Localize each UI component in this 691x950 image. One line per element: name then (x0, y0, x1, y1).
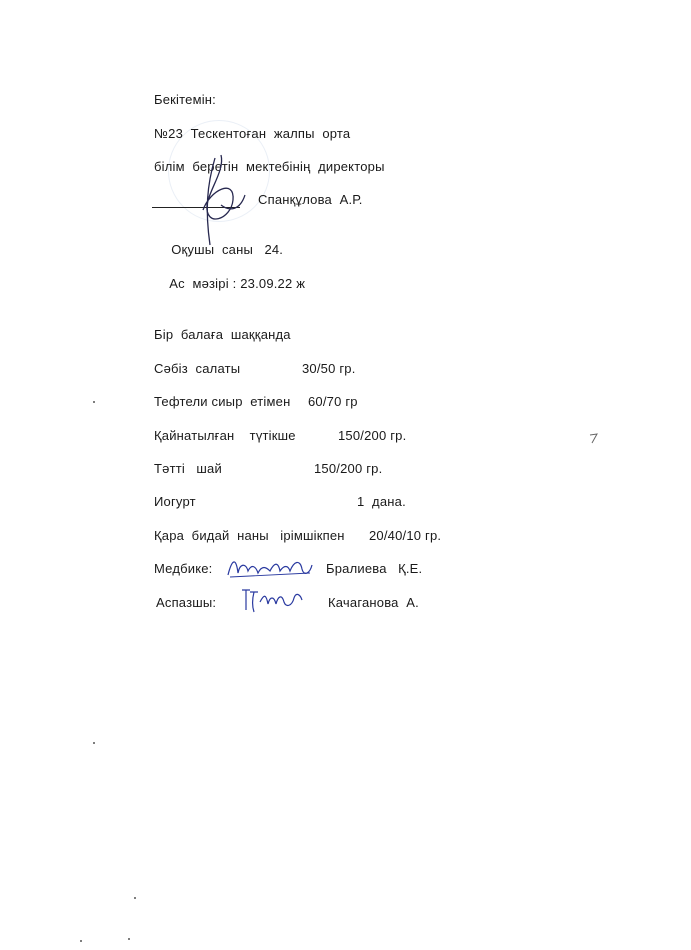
students-count: 24. (264, 242, 284, 257)
menu-item-name: Қайнатылған түтікше (154, 428, 296, 443)
menu-item-name: Тефтели сиыр етімен (154, 394, 291, 409)
menu-item-portion: 150/200 гр. (314, 461, 383, 476)
menu-item-name: Иогурт (154, 494, 196, 509)
menu-item-name: Тәтті шай (154, 461, 222, 476)
scan-speck (93, 742, 95, 744)
cook-label: Аспазшы: (156, 595, 217, 610)
scan-speck (128, 938, 130, 940)
menu-item-name: Сәбіз салаты (154, 361, 241, 376)
nurse-label: Медбике: (154, 561, 213, 576)
menu-date-label: Ас мәзірі : (169, 276, 237, 291)
students-label: Оқушы саны (171, 242, 253, 257)
menu-item-portion: 60/70 гр (308, 394, 358, 409)
scan-speck (93, 401, 95, 403)
menu-item-portion: 1 дана. (357, 494, 406, 509)
menu-item-portion: 20/40/10 гр. (369, 528, 442, 543)
menu-date-row (154, 260, 305, 308)
school-name-line2: білім беретін мектебінің директоры (154, 159, 385, 174)
per-child-heading: Бір балаға шаққанда (154, 327, 291, 342)
menu-item-portion: 30/50 гр. (302, 361, 356, 376)
director-name: Спанқұлова А.Р. (258, 192, 363, 207)
cook-name: Качаганова А. (328, 595, 419, 610)
nurse-name: Бралиева Қ.Е. (326, 561, 423, 576)
menu-item-portion: 150/200 гр. (338, 428, 407, 443)
school-name-line1: №23 Тескентоған жалпы орта (154, 126, 351, 141)
cook-signature (236, 584, 308, 616)
margin-mark (588, 432, 600, 446)
scan-speck (134, 897, 136, 899)
nurse-signature (224, 553, 316, 583)
approve-label: Бекітемін: (154, 92, 216, 107)
menu-date: 23.09.22 ж (240, 276, 306, 291)
scan-speck (80, 940, 82, 942)
menu-item-name: Қара бидай наны ірімшікпен (154, 528, 345, 543)
